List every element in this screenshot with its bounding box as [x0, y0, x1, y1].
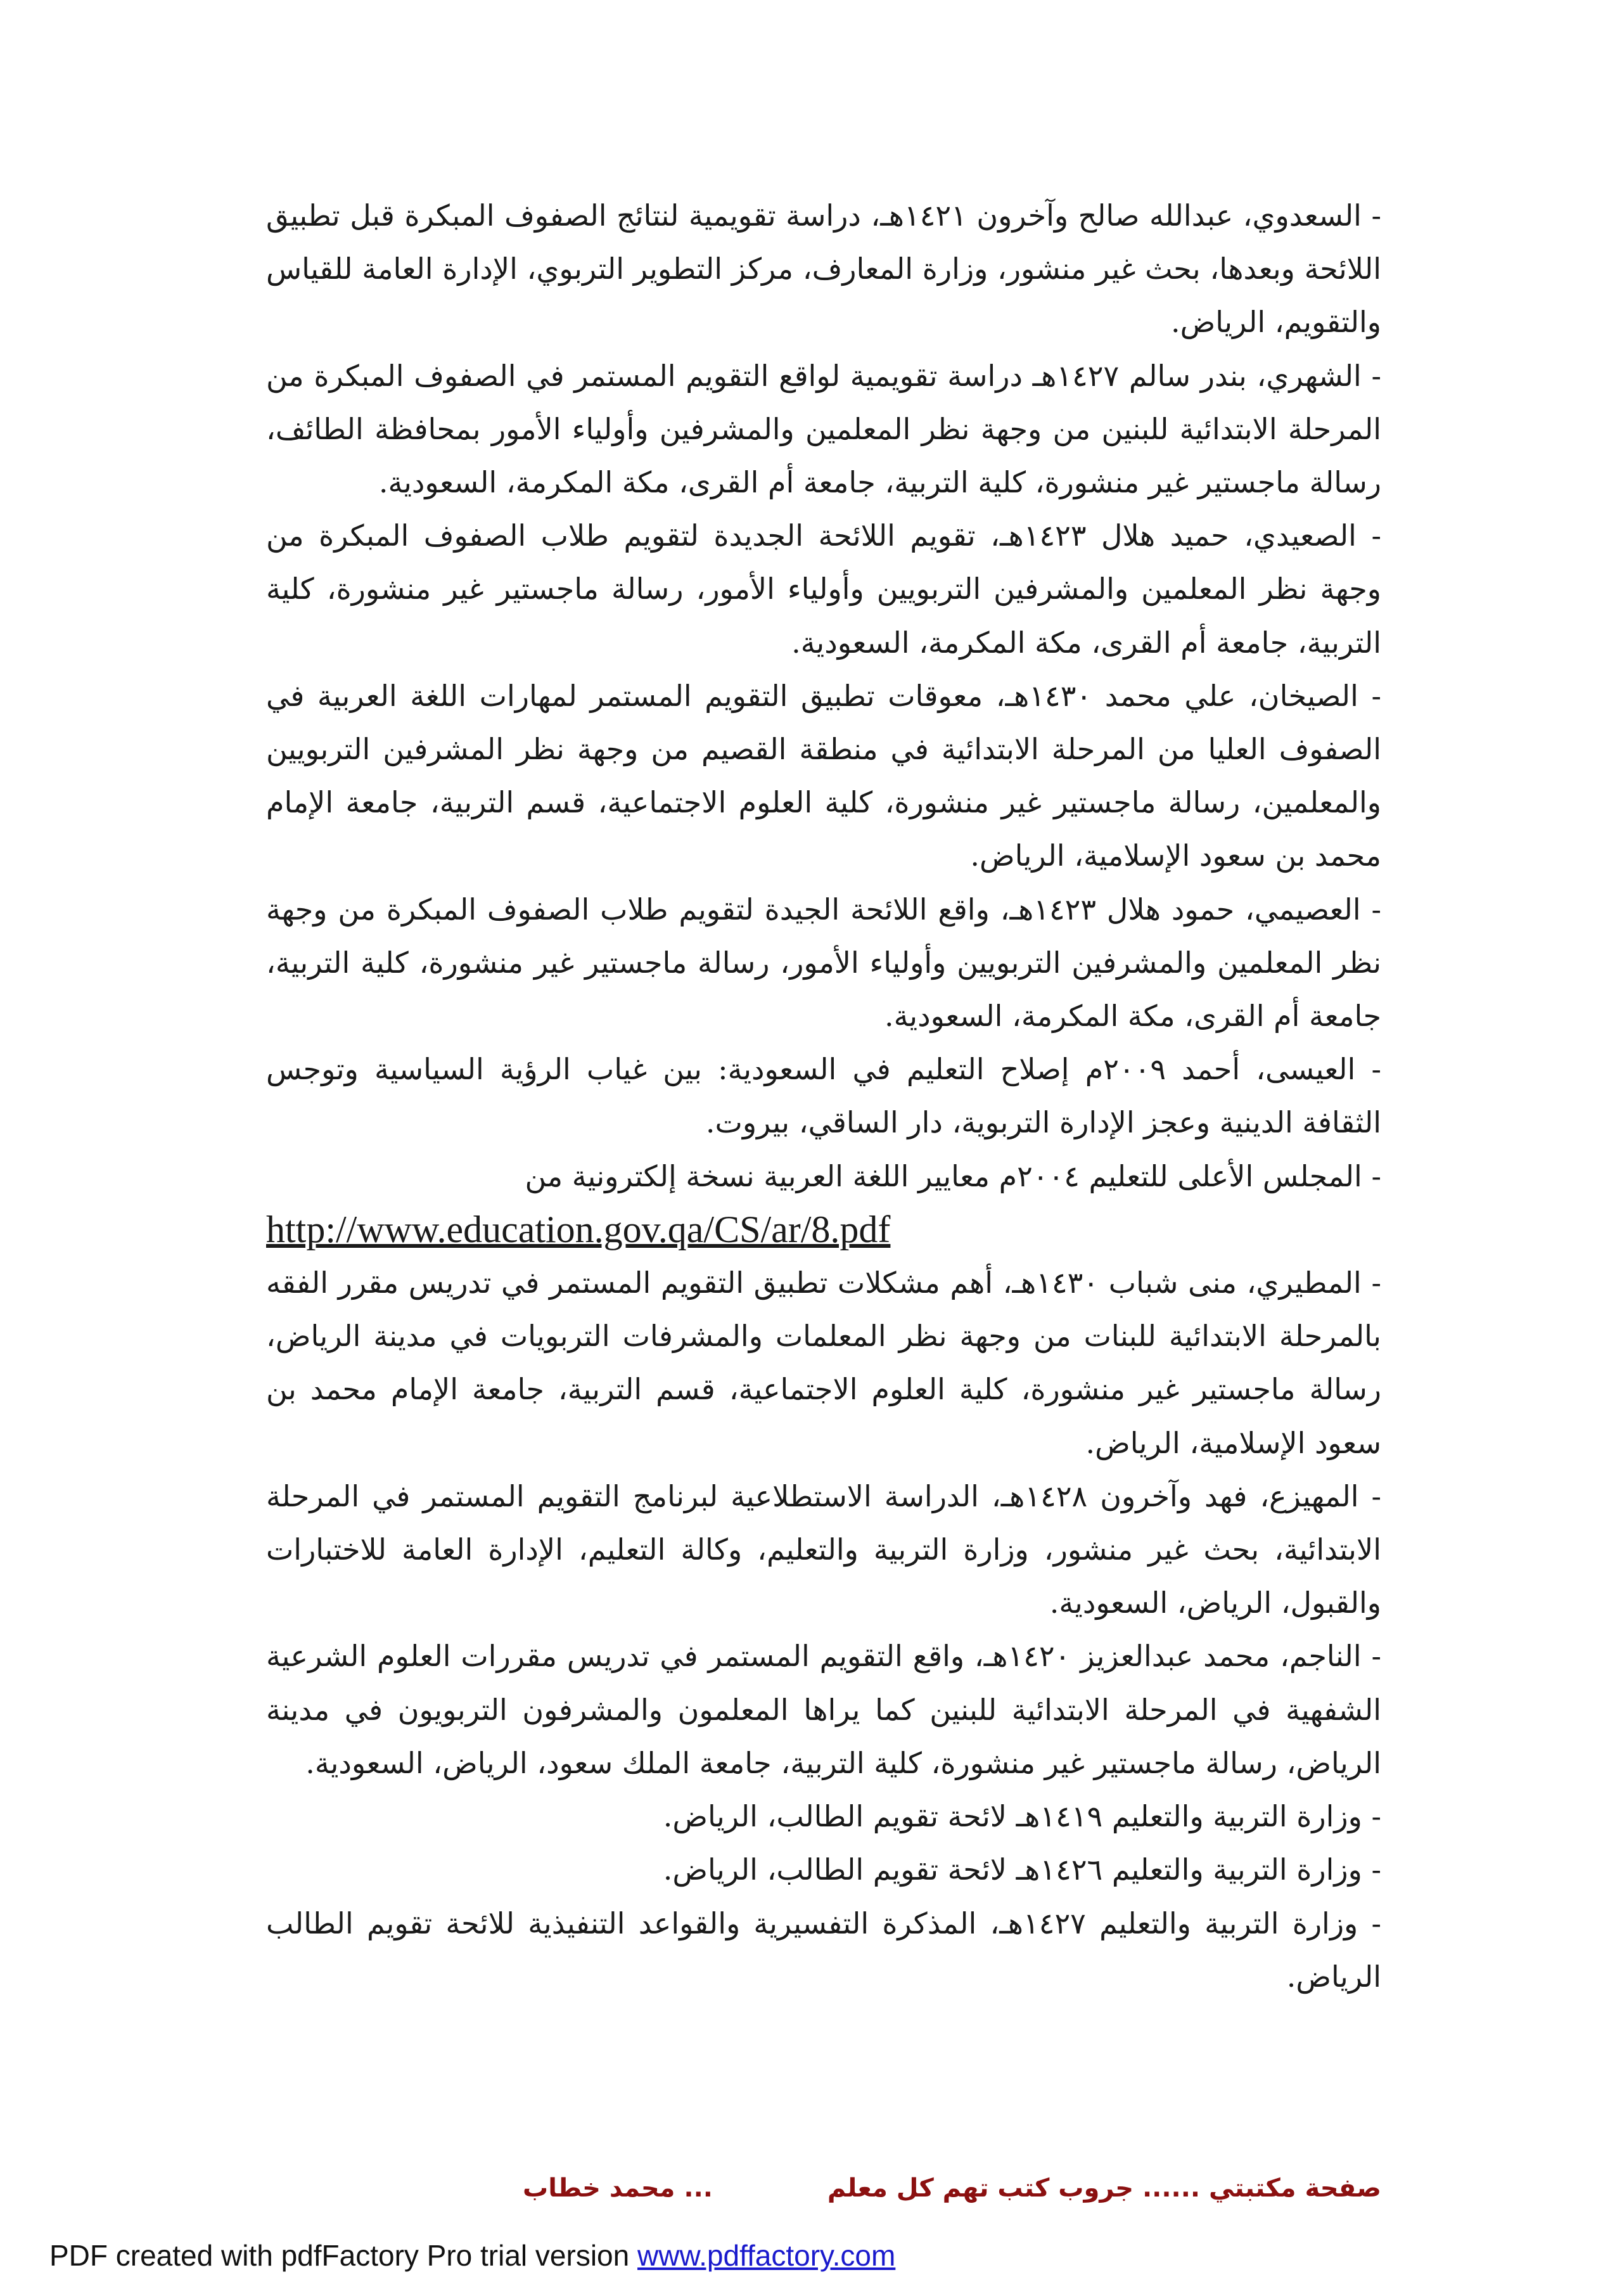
reference-saeedi: - الصعيدي، حميد هلال ١٤٢٣هـ، تقويم اللائحة الجديدة لتقويم طلاب الصفوف المبكرة من وجهة نظر المعلمين والمشرفين التربويين وأولياء الأمور، رسالة ماجستير غير منشورة، كلية التربية، جامعة أم القرى، مكة المكرمة، السعودية.: [266, 518, 1381, 660]
reference-saykhan: - الصيخان، علي محمد ١٤٣٠هـ، معوقات تطبيق التقويم المستمر لمهارات اللغة العربية في الصفوف العليا من المرحلة الابتدائية في منطقة القصيم من وجهة نظر المشرفين التربويين والمعلمين، رسالة ماجستير غير منشورة، كلية العلوم الاجتماعية، قسم التربية، جامعة الإمام محمد بن سعود الإسلامية، الرياض.: [266, 678, 1381, 873]
footer-author-text: ... محمد خطاب: [523, 2174, 713, 2203]
reference-list: [266, 189, 1381, 2003]
page-footer: [523, 2174, 1381, 2218]
reference-issa: - العيسى، أحمد ٢٠٠٩م إصلاح التعليم في السعودية: بين غياب الرؤية السياسية وتوجس الثقافة الدينية وعجز الإدارة التربوية، دار الساقي، بيروت.: [266, 1052, 1381, 1140]
reference-shehri: - الشهري، بندر سالم ١٤٢٧هـ دراسة تقويمية لواقع التقويم المستمر في الصفوف المبكرة من المرحلة الابتدائية للبنين من وجهة نظر المعلمين والمشرفين وأولياء الأمور بمحافظة الطائف، رسالة ماجستير غير منشورة، كلية التربية، جامعة أم القرى، مكة المكرمة، السعودية.: [266, 358, 1381, 500]
reference-ministry-1427: - وزارة التربية والتعليم ١٤٢٧هـ، المذكرة التفسيرية والقواعد التنفيذية للائحة تقويم الطالب الرياض.: [266, 1906, 1382, 1994]
reference-ministry-1419: - وزارة التربية والتعليم ١٤١٩هـ لائحة تقويم الطالب، الرياض.: [663, 1799, 1381, 1834]
reference-saadawi: - السعدوي، عبدالله صالح وآخرون ١٤٢١هـ، دراسة تقويمية لنتائج الصفوف المبكرة قبل تطبيق اللائحة وبعدها، بحث غير منشور، وزارة المعارف، مركز التطوير التربوي، الإدارة العامة للقياس والتقويم، الرياض.: [266, 198, 1381, 340]
reference-supreme-council: - المجلس الأعلى للتعليم ٢٠٠٤م معايير اللغة العربية نسخة إلكترونية من: [525, 1158, 1381, 1193]
reference-mutairi: - المطيري، منى شباب ١٤٣٠هـ، أهم مشكلات تطبيق التقويم المستمر في تدريس مقرر الفقه بالمرحلة الابتدائية للبنات من وجهة نظر المعلمات والمشرفات التربويات في مدينة الرياض، رسالة ماجستير غير منشورة، كلية العلوم الاجتماعية، قسم التربية، جامعة الإمام محمد بن سعود الإسلامية، الرياض.: [266, 1266, 1382, 1460]
reference-ministry-1426: - وزارة التربية والتعليم ١٤٢٦هـ لائحة تقويم الطالب، الرياض.: [663, 1852, 1381, 1887]
reference-url-link[interactable]: http://www.education.gov.qa/CS/ar/8.pdf: [266, 1208, 891, 1250]
pdf-creator-note: [49, 2238, 895, 2273]
reference-najem: - الناجم، محمد عبدالعزيز ١٤٢٠هـ، واقع التقويم المستمر في تدريس مقررات العلوم الشرعية الشفهية في المرحلة الابتدائية للبنين كما يراها المعلمون والمشرفون التربويون في مدينة الرياض، رسالة ماجستير غير منشورة، كلية التربية، جامعة الملك سعود، الرياض، السعودية.: [266, 1639, 1382, 1780]
pdffactory-link[interactable]: www.pdffactory.com: [637, 2239, 896, 2272]
pdf-note-text: PDF created with pdfFactory Pro trial version: [49, 2239, 637, 2272]
footer-library-text: صفحة مكتبتي ...... جروب كتب تهم كل معلم: [827, 2174, 1381, 2203]
reference-muhaiza: - المهيزع، فهد وآخرون ١٤٢٨هـ، الدراسة الاستطلاعية لبرنامج التقويم المستمر في المرحلة الابتدائية، بحث غير منشور، وزارة التربية والتعليم، وكالة التعليم، الإدارة العامة للاختبارات والقبول، الرياض، السعودية.: [266, 1478, 1382, 1620]
reference-osaimi: - العصيمي، حمود هلال ١٤٢٣هـ، واقع اللائحة الجيدة لتقويم طلاب الصفوف المبكرة من وجهة نظر المعلمين والمشرفين التربويين وأولياء الأمور، رسالة ماجستير غير منشورة، كلية التربية، جامعة أم القرى، مكة المكرمة، السعودية.: [266, 892, 1382, 1034]
